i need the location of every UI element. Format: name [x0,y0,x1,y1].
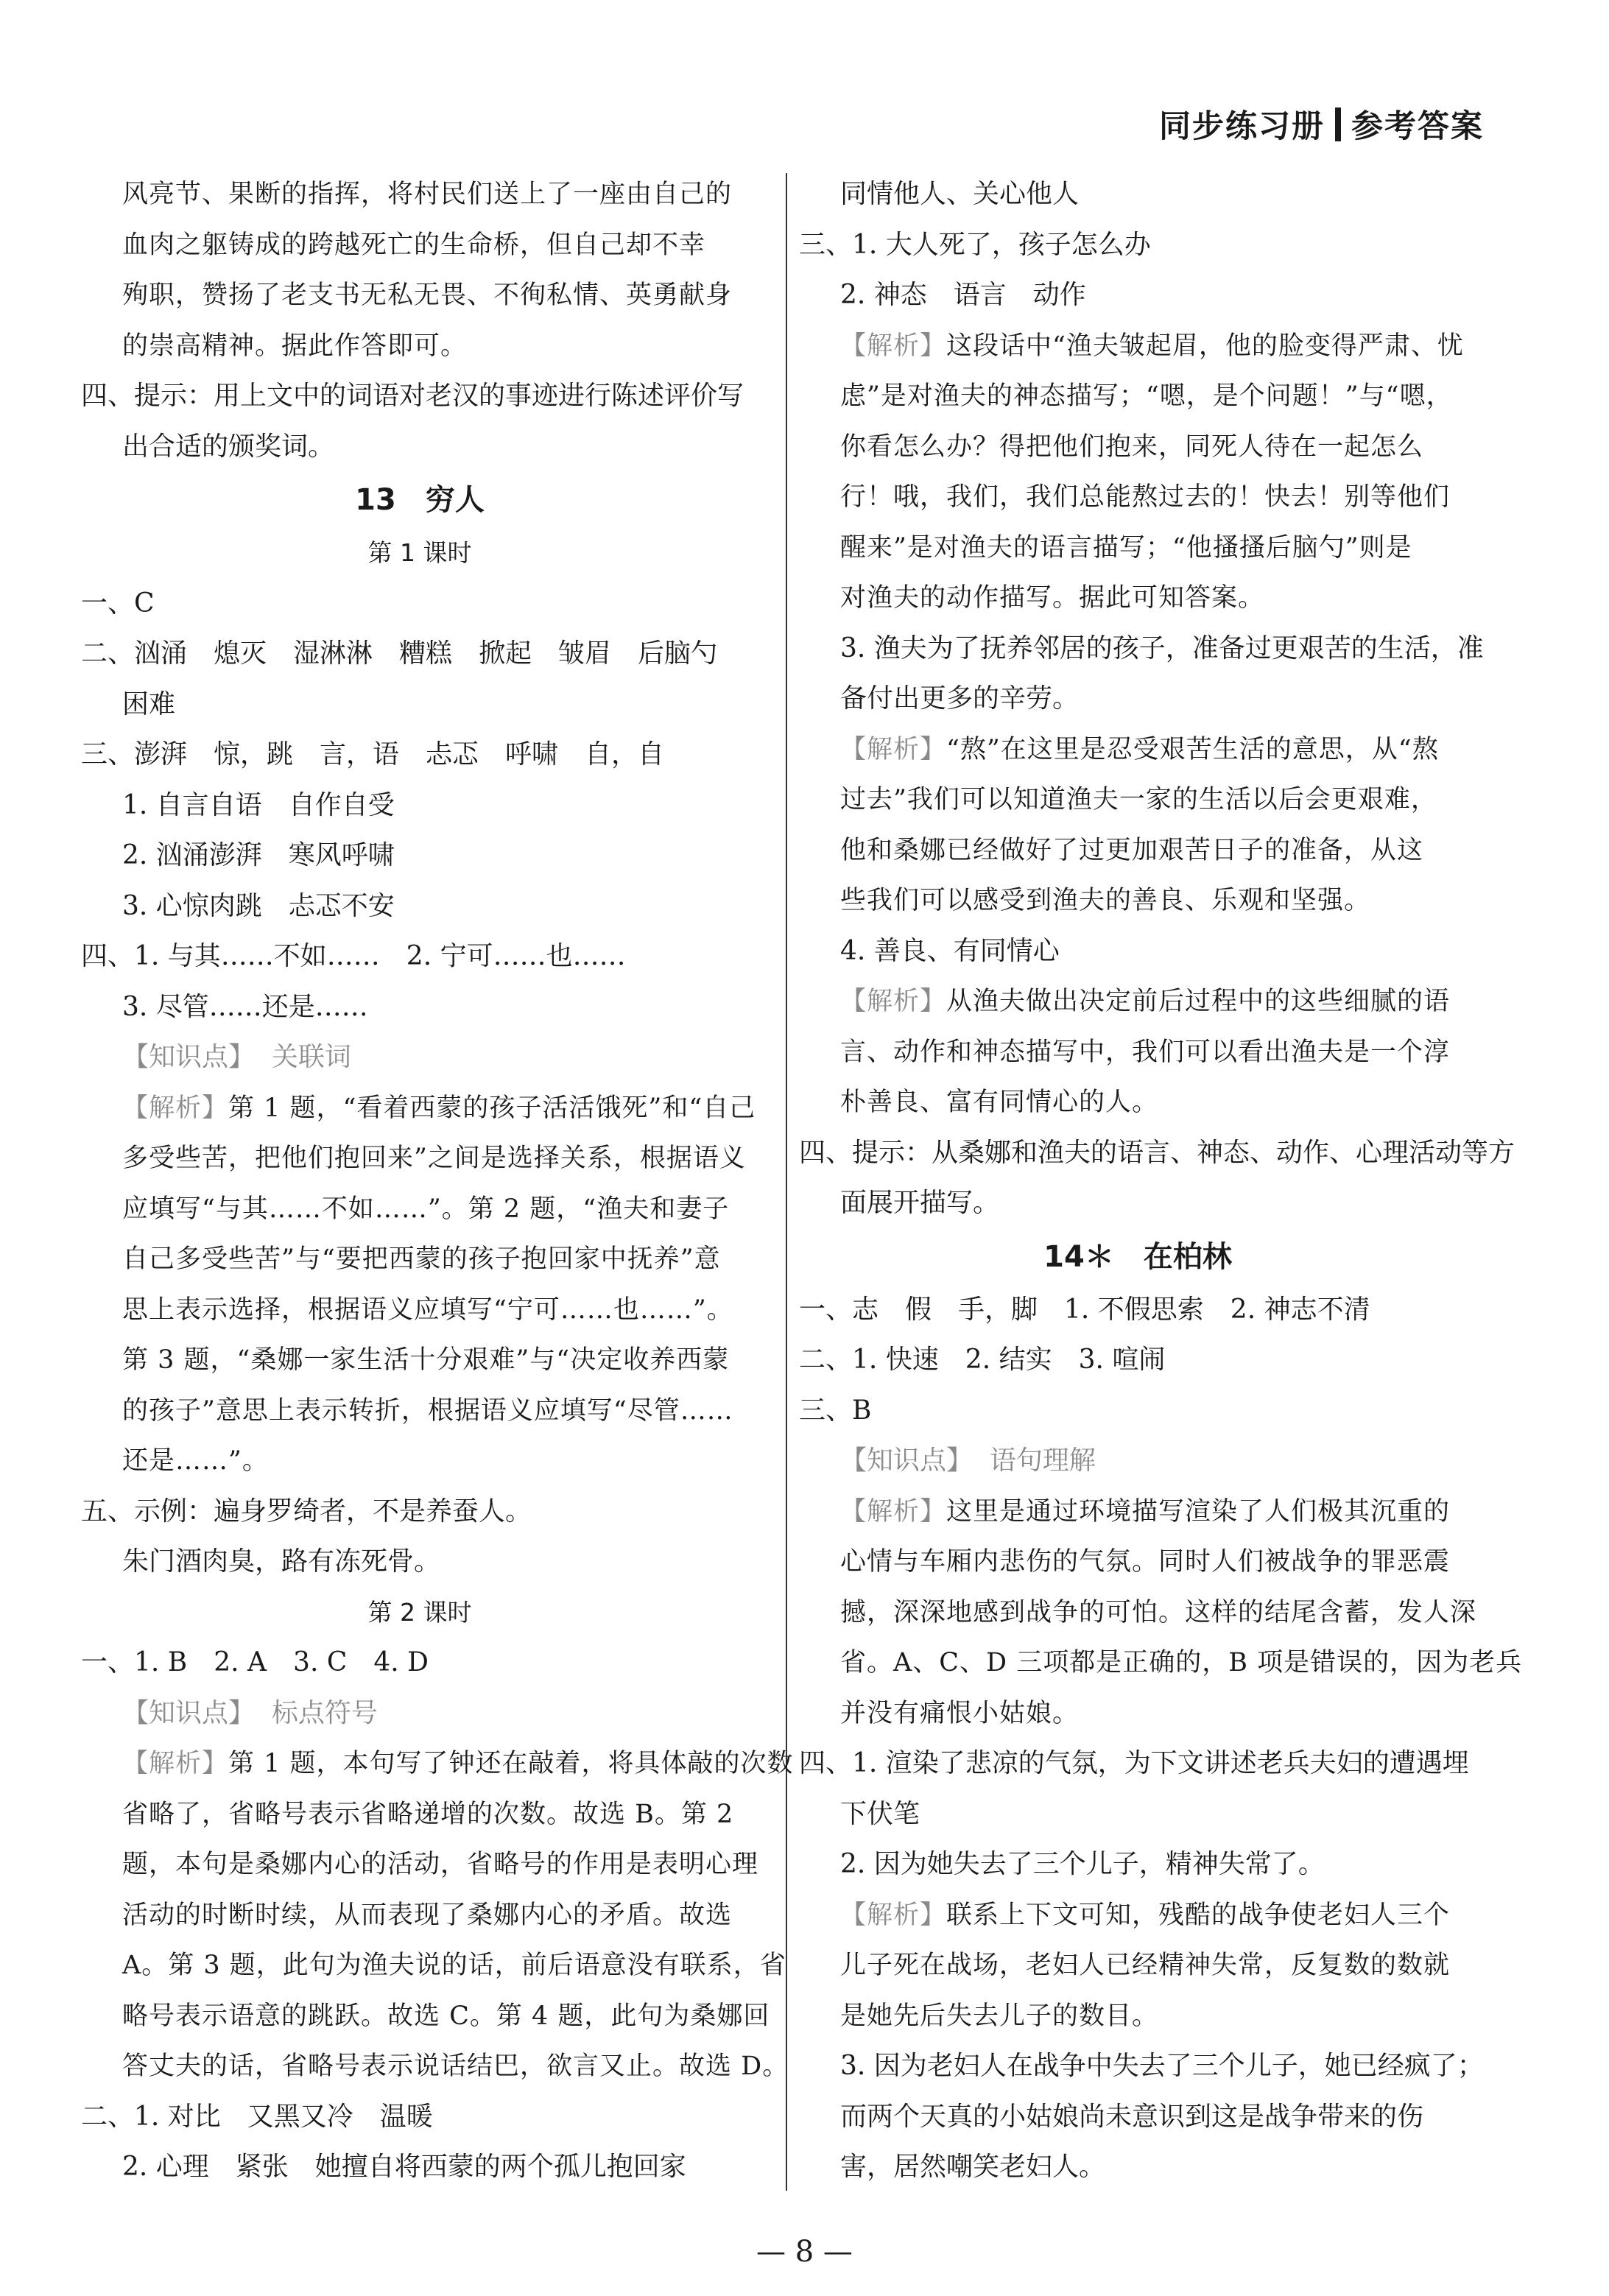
analysis-line: 虑”是对渔夫的神态描写；“嗯，是个问题！”与“嗯， [840,381,1453,411]
analysis-line: 还是……”。 [122,1446,269,1476]
answer-line: 3. 因为老妇人在战争中失去了三个儿子，她已经疯了； [840,2051,1484,2081]
column-divider [786,173,787,2191]
analysis-line: 题，本句是桑娜内心的活动，省略号的作用是表明心理 [122,1850,759,1879]
analysis-line [81,1083,758,1134]
analysis-line: 过去”我们可以知道渔夫一家的生活以后会更艰难， [840,785,1437,814]
knowledge-point [799,1436,1476,1487]
analysis-line: 是她先后失去儿子的数目。 [840,2001,1159,2031]
analysis-text: 第 1 题，“看着西蒙的孩子活活饿死”和“自己 [228,1093,756,1123]
analysis-line: 多受些苦，把他们抱回来”之间是选择关系，根据语义 [122,1144,746,1173]
analysis-label: 【解析】 [840,1900,947,1930]
analysis-line: 心情与车厢内悲伤的气氛。同时人们被战争的罪恶震 [840,1547,1451,1577]
kp-label: 【知识点】 [840,1445,974,1476]
text-line: 血肉之躯铸成的跨越死亡的生命桥，但自己却不幸 [122,230,706,260]
answer-line: 4. 善良、有同情心 [840,935,1060,966]
analysis-label: 【解析】 [122,1749,229,1778]
analysis-line: 略号表示语意的跳跃。故选 C。第 4 题，此句为桑娜回 [122,2001,770,2031]
answer-line: 3. 渔夫为了抚养邻居的孩子，准备过更艰苦的生活，准 [840,633,1484,663]
answer-line: 出合适的颁奖词。 [122,431,335,462]
analysis-line: 思上表示选择，根据语义应填写“宁可……也……”。 [122,1295,733,1325]
analysis-line: 省略了，省略号表示省略递增的次数。故选 B。第 2 [122,1799,734,1829]
answer-line: 1. 自言自语 自作自受 [122,789,395,820]
analysis-line [81,1739,794,1789]
header-divider [1335,108,1341,141]
answer-line: 二、1. 对比 又黑又冷 温暖 [81,2101,433,2132]
analysis-line: 言、动作和神态描写中，我们可以看出渔夫是一个淳 [840,1037,1451,1067]
analysis-line [799,321,1476,372]
answer-line: 四、1. 渲染了悲凉的气氛，为下文讲述老兵夫妇的遭遇埋 [799,1748,1469,1778]
answer-line: 困难 [122,689,176,719]
analysis-line: 答丈夫的话，省略号表示说话结巴，欲言又止。故选 D。 [122,2052,789,2081]
analysis-line: 对渔夫的动作描写。据此可知答案。 [840,583,1265,613]
period-title: 第 2 课时 [367,1597,472,1627]
analysis-text: 这里是通过环境描写渲染了人们极其沉重的 [946,1496,1451,1526]
section-title: 参考答案 [1351,108,1484,145]
analysis-line: 自己多受些苦”与“要把西蒙的孩子抱回家中抚养”意 [122,1244,721,1274]
analysis-text: 联系上下文可知，残酷的战争使老妇人三个 [946,1900,1451,1930]
analysis-line: 儿子死在战场，老妇人已经精神失常，反复数的数就 [840,1951,1451,1980]
lesson-title: 13 穷人 [355,483,485,517]
analysis-line: 应填写“与其……不如……”。第 2 题，“渔夫和妻子 [122,1194,730,1224]
answer-line: 三、澎湃 惊，跳 言，语 忐忑 呼啸 自，自 [81,739,665,770]
answer-line: 害，居然嘲笑老妇人。 [840,2152,1106,2182]
text-line: 殉职，赞扬了老支书无私无畏、不徇私情、英勇献身 [122,281,733,310]
answer-line: 四、1. 与其……不如…… 2. 宁可……也…… [81,941,626,971]
kp-label: 【知识点】 [122,1042,256,1072]
analysis-line: 并没有痛恨小姑娘。 [840,1698,1080,1728]
answer-line: 同情他人、关心他人 [840,179,1080,209]
text-line: 的崇高精神。据此作答即可。 [122,331,468,361]
period-title: 第 1 课时 [367,538,472,567]
analysis-label: 【解析】 [840,331,947,361]
analysis-label: 【解析】 [840,734,947,764]
analysis-line: 他和桑娜已经做好了过更加艰苦日子的准备，从这 [840,835,1424,865]
left-column [81,169,794,2193]
analysis-label: 【解析】 [122,1093,229,1123]
answer-line: 四、提示：用上文中的词语对老汉的事迹进行陈述评价写 [81,381,744,411]
text-line: 风亮节、果断的指挥，将村民们送上了一座由自己的 [122,180,733,209]
analysis-line: 行！哦，我们，我们总能熬过去的！快去！别等他们 [840,482,1451,512]
kp-value: 关联词 [271,1042,351,1072]
analysis-line: A。第 3 题，此句为渔夫说的话，前后语意没有联系，省 [122,1951,786,1980]
answer-line: 3. 心惊肉跳 忐忑不安 [122,890,395,921]
book-title: 同步练习册 [1159,108,1325,145]
answer-line: 二、汹涌 熄灭 湿淋淋 糟糕 掀起 皱眉 后脑勺 [81,638,718,669]
answer-line: 下伏笔 [840,1798,920,1829]
analysis-line: 些我们可以感受到渔夫的善良、乐观和坚强。 [840,886,1371,915]
analysis-line: 朴善良、富有同情心的人。 [840,1088,1159,1117]
analysis-line: 第 3 题，“桑娜一家生活十分艰难”与“决定收养西蒙 [122,1345,730,1375]
lesson-title: 14＊ 在柏林 [1043,1239,1232,1274]
answer-line: 一、志 假 手，脚 1. 不假思索 2. 神志不清 [799,1294,1370,1325]
answer-line: 朱门酒肉臭，路有冻死骨。 [122,1546,441,1577]
page-number: — 8 — [756,2235,853,2269]
analysis-text: 这段话中“渔夫皱起眉，他的脸变得严肃、忧 [946,331,1464,361]
kp-label: 【知识点】 [122,1697,256,1728]
answer-line: 四、提示：从桑娜和渔夫的语言、神态、动作、心理活动等方 [799,1137,1515,1168]
answer-line: 2. 汹涌澎湃 寒风呼啸 [122,840,395,870]
knowledge-point [81,1688,758,1739]
analysis-line [799,976,1476,1027]
analysis-line: 的孩子”意思上表示转折，根据语义应填写“尽管…… [122,1395,733,1426]
answer-line: 一、1. B 2. A 3. C 4. D [81,1647,429,1677]
analysis-line [799,1890,1476,1941]
analysis-label: 【解析】 [840,987,947,1016]
analysis-label: 【解析】 [840,1496,947,1526]
analysis-text: 从渔夫做出决定前后过程中的这些细腻的语 [946,987,1451,1016]
analysis-line: 撼，深深地感到战争的可怕。这样的结尾含蓄，发人深 [840,1597,1477,1627]
answer-line: 2. 神态 语言 动作 [840,280,1086,310]
analysis-line: 活动的时断时续，从而表现了桑娜内心的矛盾。故选 [122,1900,733,1930]
analysis-line: 省。A、C、D 三项都是正确的，B 项是错误的，因为老兵 [840,1648,1523,1677]
answer-line: 三、B [799,1395,872,1426]
page-header [1159,102,1484,147]
answer-line: 3. 尽管……还是…… [122,991,368,1022]
kp-value: 标点符号 [271,1697,378,1728]
answer-line: 2. 心理 紧张 她擅自将西蒙的两个孤儿抱回家 [122,2152,686,2182]
knowledge-point [81,1032,758,1083]
right-column [799,169,1523,2193]
analysis-line [799,1487,1476,1538]
answer-line: 面展开描写。 [840,1188,1000,1218]
answer-line: 而两个天真的小姑娘尚未意识到这是战争带来的伤 [840,2101,1424,2132]
analysis-line: 你看怎么办？得把他们抱来，同死人待在一起怎么 [840,432,1424,462]
analysis-line [799,725,1476,775]
answer-line: 2. 因为她失去了三个儿子，精神失常了。 [840,1849,1325,1879]
analysis-text: 第 1 题，本句写了钟还在敲着，将具体敲的次数 [228,1749,794,1778]
analysis-line: 醒来”是对渔夫的语言描写；“他搔搔后脑勺”则是 [840,532,1412,563]
answer-line: 三、1. 大人死了，孩子怎么办 [799,229,1151,260]
answer-line: 一、C [81,588,155,619]
kp-value: 语句理解 [989,1445,1096,1476]
analysis-text: “熬”在这里是忍受艰苦生活的意思，从“熬 [946,734,1439,764]
answer-line: 二、1. 快速 2. 结实 3. 喧闹 [799,1345,1166,1375]
answer-line: 备付出更多的辛劳。 [840,683,1080,714]
answer-line: 五、示例：遍身罗绮者，不是养蚕人。 [81,1496,532,1526]
